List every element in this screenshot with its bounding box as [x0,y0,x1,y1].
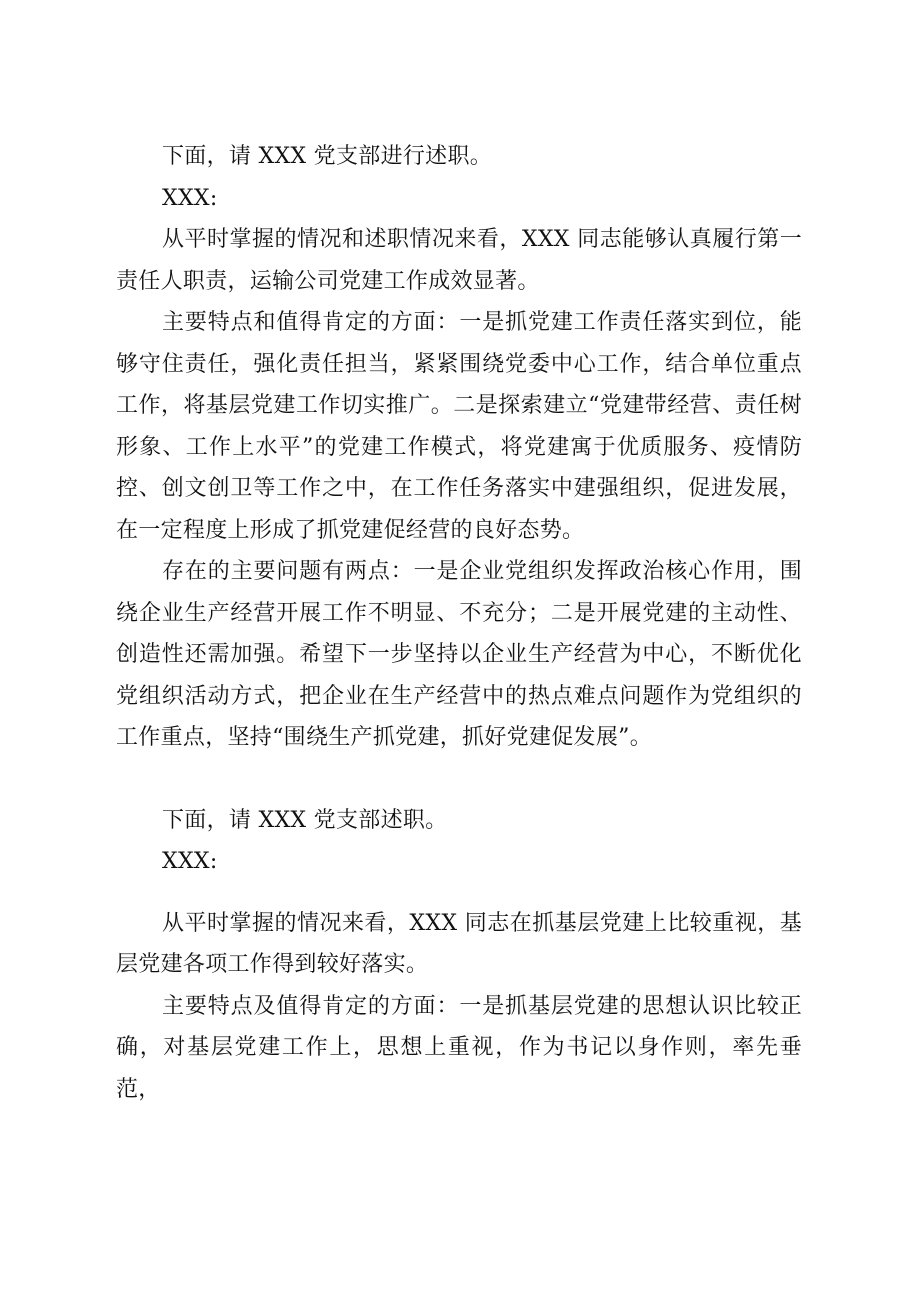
section1-paragraph-1: 从平时掌握的情况和述职情况来看，XXX 同志能够认真履行第一责任人职责，运输公司党建工作成效显著。 [116,227,802,294]
section1-intro: 下面，请 XXX 党支部进行述职。 [162,144,493,169]
section1-speaker: XXX: [162,185,218,211]
document-body [116,136,802,1110]
section2-paragraph-1: 从平时掌握的情况来看，XXX 同志在抓基层党建上比较重视，基层党建各项工作得到较好落实。 [116,910,802,977]
section2-intro: 下面，请 XXX 党支部述职。 [162,807,448,833]
section2-paragraph-2: 主要特点及值得肯定的方面：一是抓基层党建的思想认识比较正确，对基层党建工作上，思想上重视，作为书记以身作则，率先垂范， [116,993,802,1102]
speaker-spacer [116,883,802,903]
section1-paragraph-3: 存在的主要问题有两点：一是企业党组织发挥政治核心作用，围绕企业生产经营开展工作不明显、不充分；二是开展党建的主动性、创造性还需加强。希望下一步坚持以企业生产经营为中心，不断优化党组织活动方式，把企业在生产经营中的热点难点问题作为党组织的工作重点，坚持“围绕生产抓党建，抓好党建促发展”。 [116,559,802,750]
section-spacer [116,759,802,800]
section2-speaker: XXX: [162,849,218,874]
section1-paragraph-2: 主要特点和值得肯定的方面：一是抓党建工作责任落实到位，能够守住责任，强化责任担当，紧紧围绕党委中心工作，结合单位重点工作，将基层党建工作切实推广。二是探索建立“党建带经营、责任树形象、工作上水平”的党建工作模式，将党建寓于优质服务、疫情防控、创文创卫等工作之中，在工作任务落实中建强组织，促进发展，在一定程度上形成了抓党建促经营的良好态势。 [116,310,802,543]
